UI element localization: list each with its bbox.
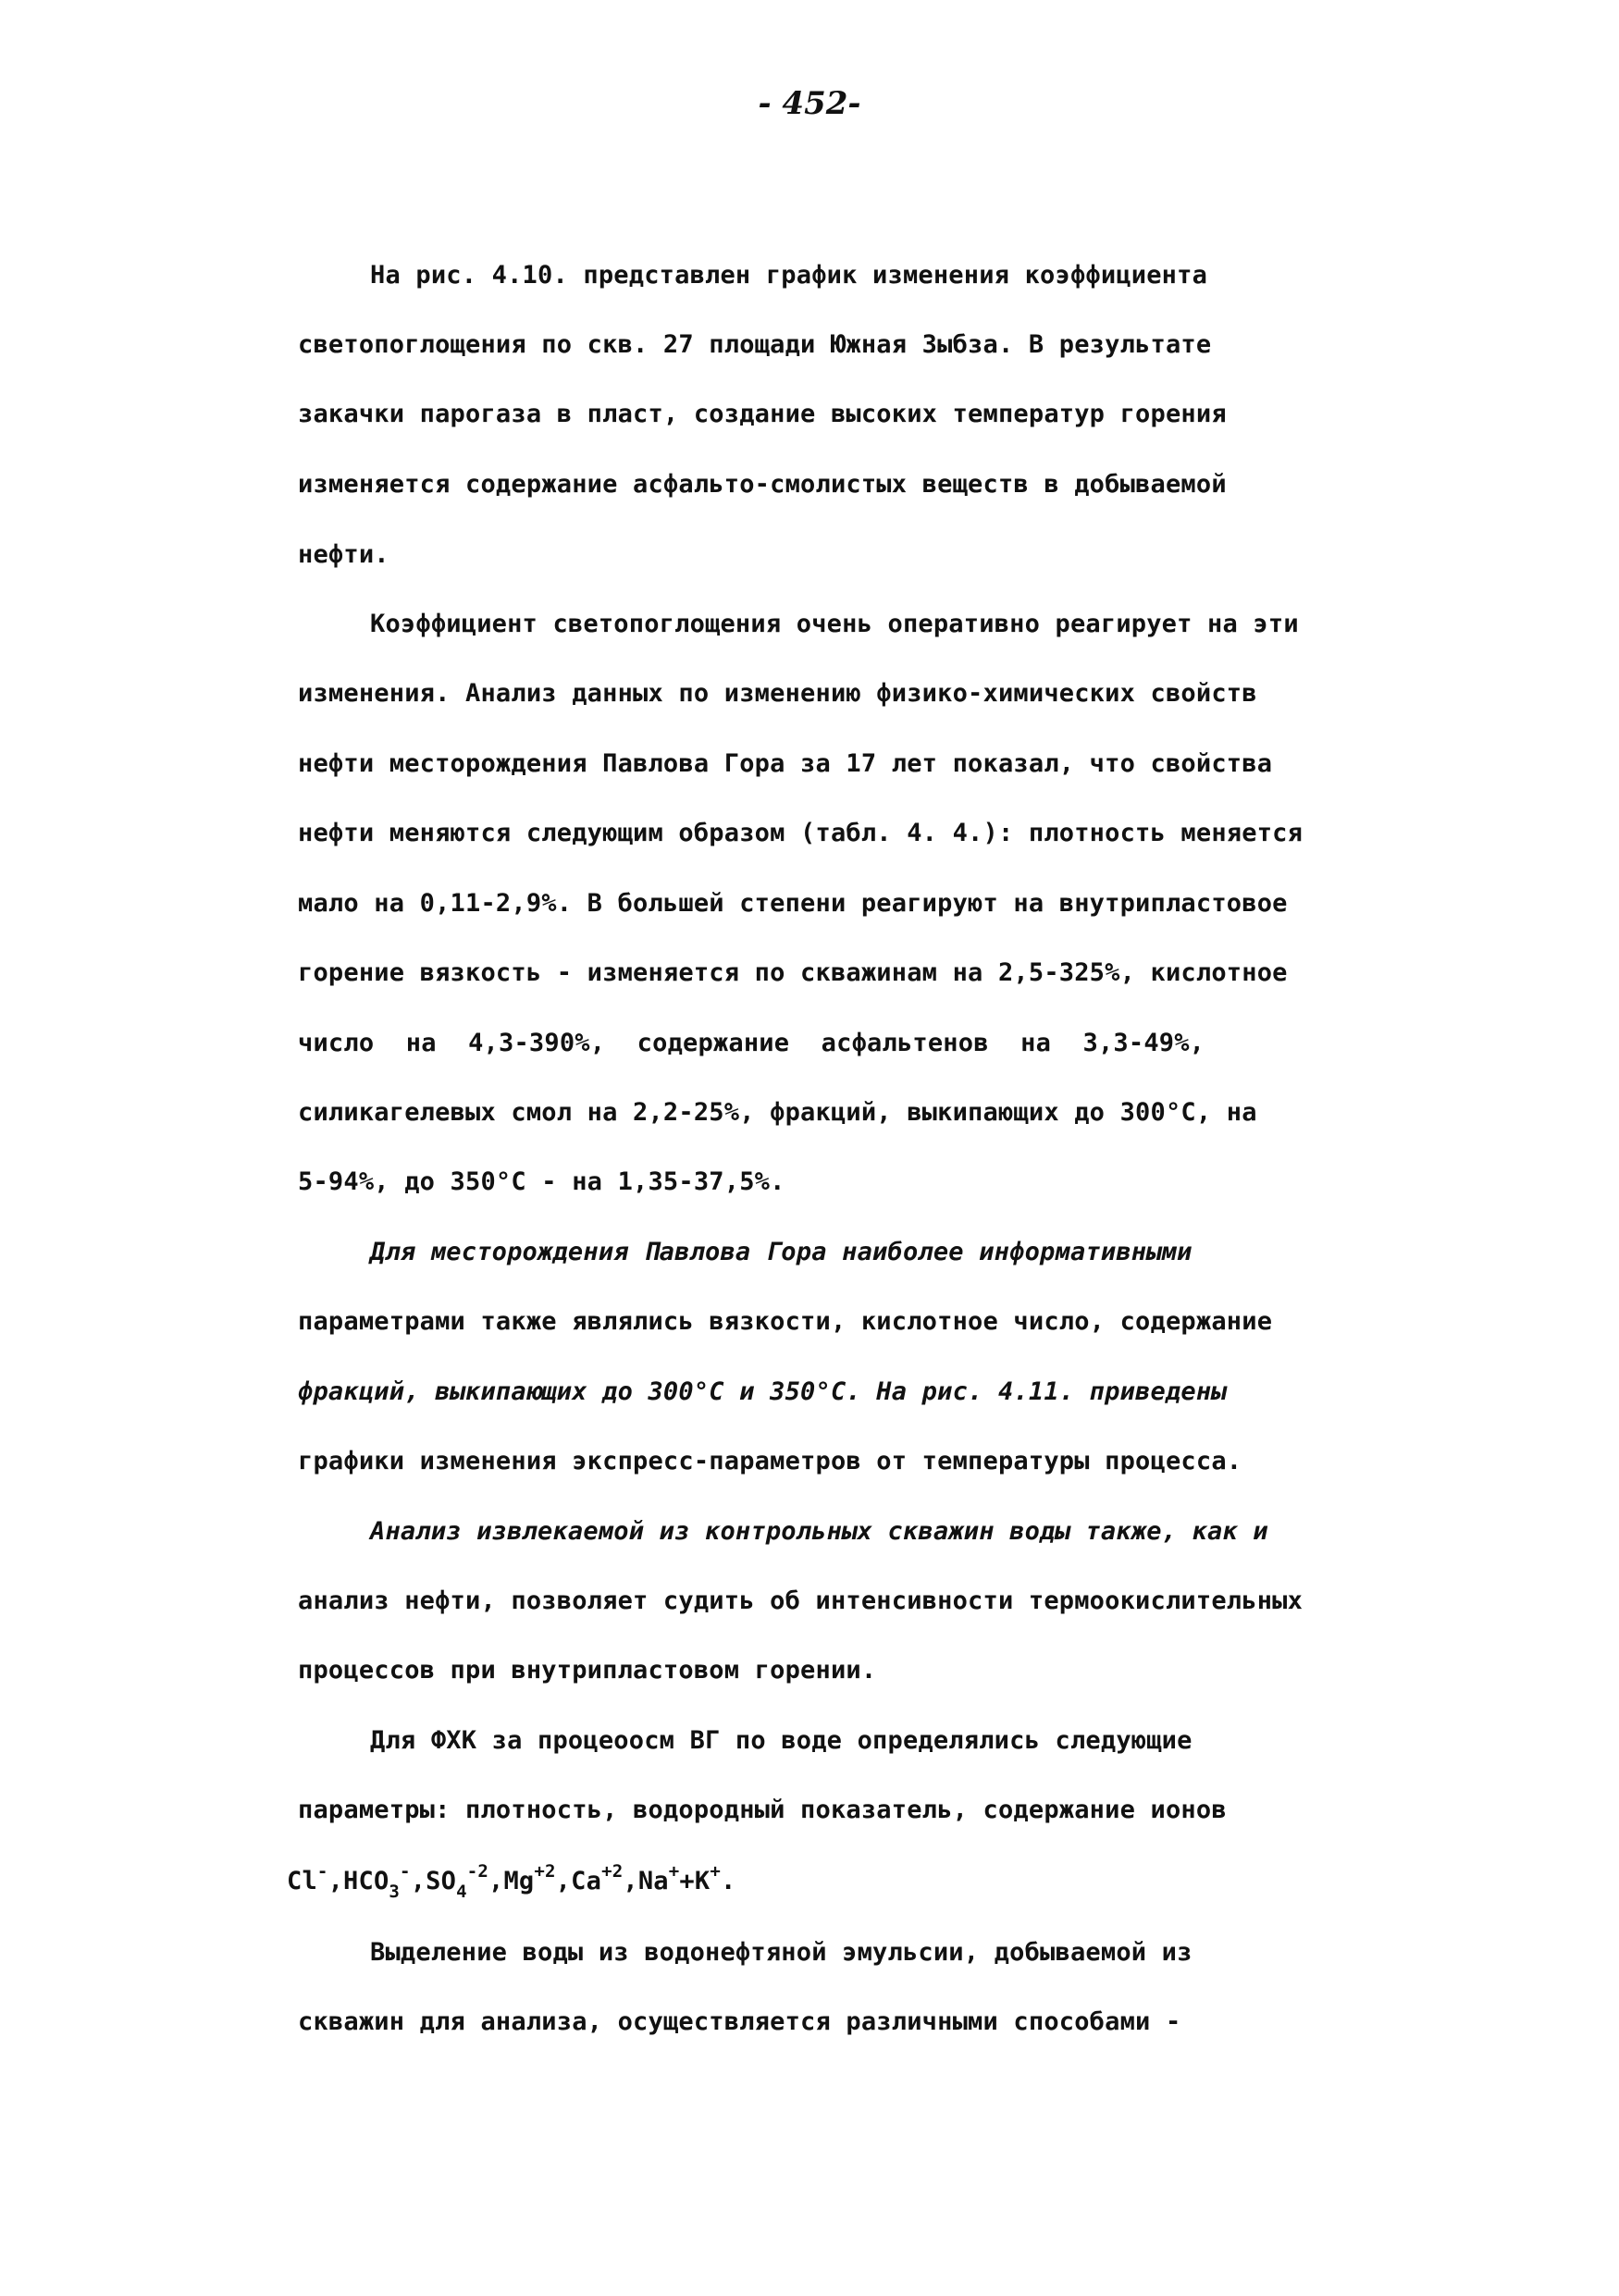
page-number: - 452-	[758, 85, 861, 122]
text-line: Коэффициент светопоглощения очень оперативно реагирует на эти	[370, 610, 1299, 638]
text-line: На рис. 4.10. представлен график изменения коэффициента	[370, 261, 1208, 290]
text-line: Для месторождения Павлова Гора наиболее информативными	[370, 1238, 1193, 1266]
text-line: изменения. Анализ данных по изменению физико-химических свойств	[298, 679, 1257, 708]
text-line: горение вязкость - изменяется по скважинам на 2,5-325%, кислотное	[298, 958, 1288, 987]
text-line: анализ нефти, позволяет судить об интенсивности термоокислительных	[298, 1586, 1304, 1615]
text-line: Для ФХК за процеоосм ВГ по воде определялись следующие	[370, 1726, 1193, 1755]
ion-hco3: HCO	[343, 1867, 389, 1895]
ion-formula-line: $Cl^-,HCO_3^-,SO_4^{-2},Mg^{+2},Ca^{+2},Na^++K^+$.	[287, 1861, 736, 1902]
text-line: закачки парогаза в пласт, создание высоких температур горения	[298, 400, 1227, 428]
ion-k: K	[694, 1867, 711, 1895]
text-line: светопоглощения по скв. 27 площади Южная Зыбза. В результате	[298, 330, 1212, 359]
text-line: скважин для анализа, осуществляется различными способами -	[298, 2007, 1181, 2036]
ion-ca: Ca	[571, 1867, 602, 1895]
text-line: процессов при внутрипластовом горении.	[298, 1656, 877, 1685]
ion-so4: SO	[426, 1867, 457, 1895]
text-line: нефти меняются следующим образом (табл. 4. 4.): плотность меняется	[298, 819, 1304, 847]
text-line: Анализ извлекаемой из контрольных скважин воды также, как и	[370, 1517, 1268, 1546]
text-line: параметрами также являлись вязкости, кислотное число, содержание	[298, 1307, 1273, 1336]
text-line: нефти месторождения Павлова Гора за 17 лет показал, что свойства	[298, 749, 1273, 778]
text-line: изменяется содержание асфальто-смолистых веществ в добываемой	[298, 470, 1227, 499]
ion-mg: Mg	[503, 1867, 535, 1895]
text-line: число на 4,3-390%, содержание асфальтенов на 3,3-49%,	[298, 1029, 1205, 1057]
text-line: нефти.	[298, 540, 389, 569]
text-line: Выделение воды из водонефтяной эмульсии, добываемой из	[370, 1938, 1193, 1967]
ion-na: Na	[637, 1867, 669, 1895]
text-line: фракций, выкипающих до 300°С и 350°С. На рис. 4.11. приведены	[298, 1377, 1227, 1406]
text-line: 5-94%, до 350°С - на 1,35-37,5%.	[298, 1167, 785, 1196]
ion-cl: Cl	[287, 1867, 317, 1895]
text-line: параметры: плотность, водородный показатель, содержание ионов	[298, 1796, 1227, 1824]
text-line: мало на 0,11-2,9%. В большей степени реагируют на внутрипластовое	[298, 889, 1288, 918]
text-line: графики изменения экспресс-параметров от температуры процесса.	[298, 1447, 1242, 1475]
text-line: силикагелевых смол на 2,2-25%, фракций, выкипающих до 300°С, на	[298, 1098, 1257, 1127]
